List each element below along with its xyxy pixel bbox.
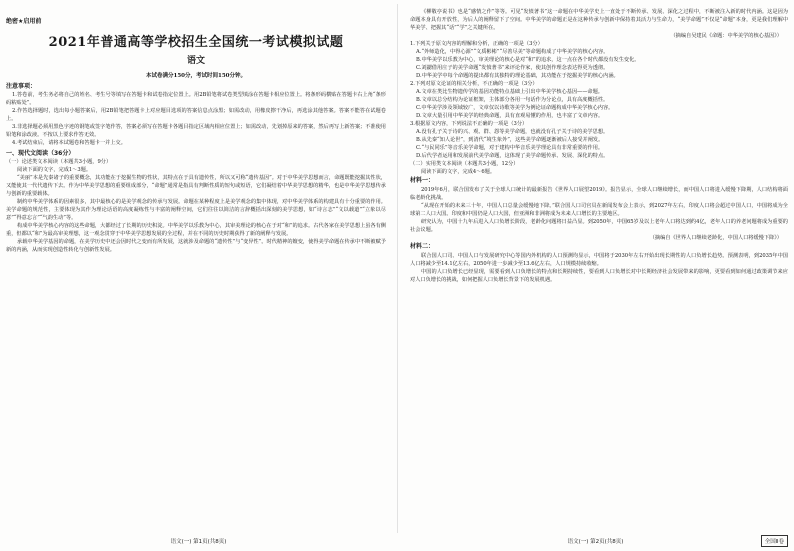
- passage-paragraph: 承载中华美学基因的命题，在美学历史中还会因时代之变而有所发展，这就涉及命题的“遗传性”与“变异性”。时代精神的嬗变，使得美学命题在传承中不断被赋予新的内涵，从而实现创造性转化与创新性发展。: [6, 239, 386, 253]
- question-option: A.没有孔子关于诗的兴、观、群、怨等美学命题，也就没有孔子关于诗的美学思想。: [416, 129, 609, 135]
- material-label: 材料一：: [410, 177, 435, 184]
- passage-paragraph: 制约中华美学体系的因素很多，其中最核心的是美学观念的传承与发展。命题在某种程度上是美学观念的集中体现，对中华美学体系的构建具有十分重要的作用。美学命题的规范性，主要体现为其作为理论话语的高度凝练性与丰富的阐释空间，它们往往以简洁的言辞概括出深刻的美学思想，如“诗言志”“文以载道”“立象以尽意”“得意忘言”“气韵生动”等。: [6, 199, 386, 221]
- notice-heading: 注意事项：: [6, 83, 37, 90]
- question-stem: 1.下列关于原文内容的理解和分析，正确的一项是（3分）: [410, 41, 543, 47]
- question-option: B.中华美学以乐教为中心，审美理论的核心是对“和”的追求，这一点在各个时代都没有发生变化。: [416, 57, 640, 63]
- question-option: B.从先秦“知人论世”，到清代“境生象外”，这些美学命题逐渐被后人接受并阐发。: [416, 137, 604, 143]
- question-option: D.文章大量引用中华美学的经典命题，具有直观易懂的作用，也丰富了文章内容。: [416, 113, 604, 119]
- material-paragraph: “从现在开始的未来三十年，中国人口总量会缓慢地下降。”联合国人口司官员在新闻发布会上表示，到2027年左右，印度人口将会超过中国人口，中国将成为全球第二人口大国。印度和中国仍是人口大国，但亚洲和非洲将成为未来人口增长的主要地区。: [410, 203, 788, 217]
- material-paragraph: 2019年6月，联合国发布了关于全球人口统计的最新报告《世界人口展望2019》。报告显示，全球人口继续增长，而中国人口将进入缓慢下降期，人口结构将面临老龄化挑战。: [410, 187, 788, 201]
- question-option: A.“外师造化，中得心源”“文质彬彬”“尽善尽美”等命题构成了中华美学的核心内容。: [416, 49, 609, 55]
- passage-source: （摘编自吴建民《命题：中华美学的核心基因》）: [670, 33, 782, 39]
- passage-paragraph: “美丽”本是先秦诸子的重要概念，其功能在于挖掘生物的性状，其特点在于具有遗传性，所以又可称“遗传基因”。对于中华美学思想而言，命题既能挖掘其性状，又能使其一代代遗传下去。作为中华美学思想的重要组成部分，“命题”通常是指具有判断性质的短句或短语，它们凝结着中华美学思想的精华，也是中华美学思想传承与创新的重要载体。: [6, 175, 386, 197]
- subsection-heading: （一）论述类文本阅读（本题共3小题，9分）: [6, 159, 112, 165]
- page-number-left: 语文(一) 第1页(共8页): [170, 539, 227, 545]
- material-paragraph: 联合国人口司、中国人口与发展研究中心等国内外机构的人口预测均显示，中国将于2030年左右开始出现长期性的人口负增长趋势。预测表明，到2035年中国人口将减少至14.1亿左右，2050年进一步减少至13.6亿左右，人口规模持续收缩。: [410, 253, 788, 267]
- subsection-heading: （二）实用类文本阅读（本题共3小题，12分）: [410, 161, 519, 167]
- secret-label: 绝密★启用前: [6, 18, 42, 25]
- notice-item: 2.作答选择题时，选出每小题答案后，用2B铅笔把答题卡上对应题目选项的答案信息点涂黑；如需改动，用橡皮擦干净后，再选涂其他答案。答案不能答在试题卷上。: [6, 108, 386, 122]
- material-source: （摘编自《世界人口继续老龄化，中国人口将缓慢下降》）: [649, 235, 782, 241]
- question-option: C.刘勰借用庄子的美学命题“发愤著书”来评论作家，使其创作理念表达得更为透彻。: [416, 65, 609, 71]
- passage-paragraph: 构成中华美学核心内容的这些命题，大都经过了长期的历史积淀。中华美学以乐教为中心，其审美理论的核心在于对“和”的追求。古代各家在美学思想上虽各有侧重，但都以“和”为最高审美理想，这一观念贯穿于中华美学思想发展的全过程，并在不同的历史时期获得了新的阐释与发展。: [6, 223, 386, 237]
- left-column: [6, 8, 386, 529]
- paper-type-badge: 全国Ⅱ卷: [761, 535, 788, 547]
- question-option: A.文章在类比生物遗传学的基因功能特点基础上引出中华美学核心基因——命题。: [416, 89, 603, 95]
- column-divider: [397, 4, 398, 533]
- question-option: C.“与民同乐”等音乐美学命题，对于建构中华音乐美学理论具有非常重要的作用。: [416, 145, 604, 151]
- material-label: 材料二：: [410, 243, 435, 250]
- passage-continued: 《柳敬亭说书》也是“感情之作”等等。可见“发愤著书”这一命题在中华美学史上一直处于不断传承、发展、深化之过程中，不断被注入新的时代内涵。这是因为命题本身具有开放性，为后人的阐释留下了空间。中华美学的命题正是在这种传承与创新中保持着其活力与生命力，“美学命题”不仅是“命题”本身，更是我们理解中华美学、把握其“话”“学”之关键所在。: [410, 9, 788, 31]
- exam-title: 2021年普通高等学校招生全国统一考试模拟试题: [48, 35, 344, 50]
- instruction: 阅读下面的文字，完成4～6题。: [421, 169, 496, 175]
- exam-info: 本试卷满分150分，考试时间150分钟。: [146, 73, 246, 79]
- instruction: 阅读下面的文字，完成1～3题。: [17, 167, 92, 173]
- section-heading: 一、现代文阅读（36分）: [6, 150, 75, 157]
- question-stem: 2.下列对原文论证的相关分析，不正确的一项是（3分）: [410, 81, 538, 87]
- notice-item: 1.答卷前，考生务必将自己的姓名、考生号等填写在答题卡和试卷指定位置上。用2B铅笔将试卷类型填涂在答题卡相应位置上。将条形码横贴在答题卡右上角“条形码粘贴处”。: [6, 92, 386, 106]
- right-column: [410, 8, 788, 529]
- subject-title: 语文: [186, 56, 205, 66]
- notice-item: 4.考试结束后，请将本试题卷和答题卡一并上交。: [12, 140, 126, 146]
- question-option: D.中华美学中每个命题的提出都有其独特的理论基础，其功能在于挖掘美学的核心内涵。: [416, 73, 619, 79]
- page-number-right: 语文(一) 第2页(共8页): [567, 539, 624, 545]
- question-option: D.后代学者运用和发展前代美学命题，这体现了美学命题传承、发展、深化的特点。: [416, 153, 609, 159]
- question-option: C.中华美学涉及领域较广，文章仅以诗歌等美学为例论证命题构成中华美学核心内容。: [416, 105, 614, 111]
- material-paragraph: 研究认为，中国十九年后进入人口负增长阶段，老龄化问题将日益凸显。到2050年，中国65岁及以上老年人口将达到约4亿，老年人口的养老问题将成为重要的社会议题。: [410, 219, 788, 233]
- material-paragraph: 中国的人口负增长已经显现，需要看到人口负增长的特点和长期持续性，要看到人口负增长对中长期经济社会发展带来的影响，更要看到如何通过政策调节来应对人口负增长的挑战，如何把握人口负增长背景下的发展机遇。: [410, 269, 788, 283]
- question-stem: 3.根据原文内容，下列说法不正确的一项是（3分）: [410, 121, 528, 127]
- notice-item: 3.非选择题必须用黑色字迹的钢笔或签字笔作答，答案必须写在答题卡各题目指定区域内相应位置上；如需改动，先划掉原来的答案，然后再写上新答案；不准使用铅笔和涂改液。不按以上要求作答无效。: [6, 124, 386, 138]
- question-option: B.文章以总分结构为论证框架，主体部分各用一句话作为分论点，具有高度概括性。: [416, 97, 609, 103]
